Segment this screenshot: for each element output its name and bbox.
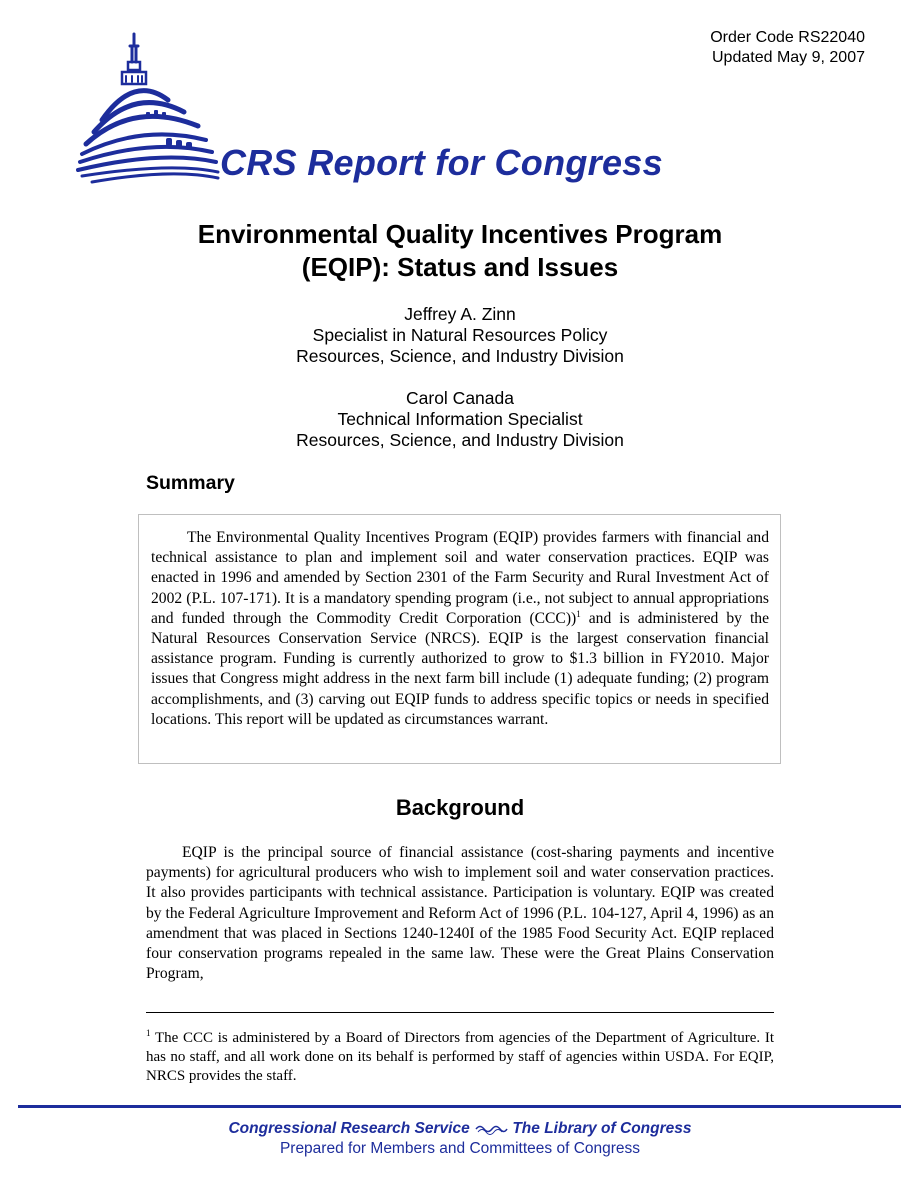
footer-publisher-line: [0, 1120, 920, 1138]
order-code: Order Code RS22040: [710, 29, 865, 46]
footnote-text: The CCC is administered by a Board of Directors from agencies of the Department of Agriculture. It has no staff, and all work done on its behalf is performed by staff of agencies within USDA. For EQIP, NRCS provides the staff.: [146, 1030, 774, 1084]
order-info: [710, 28, 865, 68]
footer-prepared-line: Prepared for Members and Committees of Congress: [279, 1140, 641, 1157]
background-paragraph: EQIP is the principal source of financial assistance (cost-sharing payments and incentive payments) for agricultural producers who wish to implement soil and water conservation practices. It also provides participants with technical assistance. Participation is voluntary. EQIP was created by the Federal Agriculture Improvement and Reform Act of 1996 (P.L. 104-127, April 4, 1996) as an amendment that was placed in Sections 1240-1240I of the 1985 Food Security Act. EQIP replaced four conservation programs repealed in the same law. These were the Great Plains Conservation Program,: [146, 844, 774, 983]
author-name: Carol Canada: [406, 388, 514, 408]
title-line-1: Environmental Quality Incentives Program: [197, 219, 723, 249]
document-title: [0, 218, 920, 284]
summary-text-part1: The Environmental Quality Incentives Program (EQIP) provides farmers with financial and technical assistance to plan and implement soil and water conservation practices. EQIP was enacted in 1996 and amended by Section 2301 of the Farm Security and Rural Investment Act of 2002 (P.L. 107-171). It is a mandatory spending program (i.e., not subject to annual appropriations and funded through the Commodity Credit Corporation (CCC)): [151, 529, 769, 627]
footnote: [146, 1029, 774, 1086]
footnote-number: 1: [146, 1028, 151, 1038]
footer-crs: Congressional Research Service: [228, 1120, 470, 1137]
author-division: Resources, Science, and Industry Division: [296, 346, 624, 366]
ornament-icon: [474, 1123, 508, 1135]
summary-paragraph: [151, 528, 769, 730]
background-heading: Background: [395, 795, 525, 820]
author-name: Jeffrey A. Zinn: [404, 304, 516, 324]
footnote-divider: [146, 1012, 774, 1013]
updated-date: Updated May 9, 2007: [712, 49, 865, 66]
author-position: Specialist in Natural Resources Policy: [312, 325, 608, 345]
author-division: Resources, Science, and Industry Division: [296, 430, 624, 450]
title-line-2: (EQIP): Status and Issues: [301, 252, 619, 282]
author-position: Technical Information Specialist: [337, 409, 583, 429]
footnote-reference[interactable]: 1: [576, 608, 581, 619]
author-block: [0, 304, 920, 367]
crs-report-title: CRS Report for Congress: [220, 142, 663, 183]
summary-heading: Summary: [146, 472, 235, 494]
footer-loc: The Library of Congress: [512, 1120, 692, 1137]
author-block: [0, 388, 920, 451]
footer-divider: [18, 1105, 901, 1108]
summary-text-part2: and is administered by the Natural Resources Conservation Service (NRCS). EQIP is the largest conservation financial assistance program. Funding is currently authorized to grow to $1.3 billion in FY2010. Major issues that Congress might address in the next farm bill include (1) adequate funding; (2) program accomplishments, and (3) carving out EQIP funds to address specific topics or needs in specified locations. This report will be updated as circumstances warrant.: [151, 609, 769, 728]
